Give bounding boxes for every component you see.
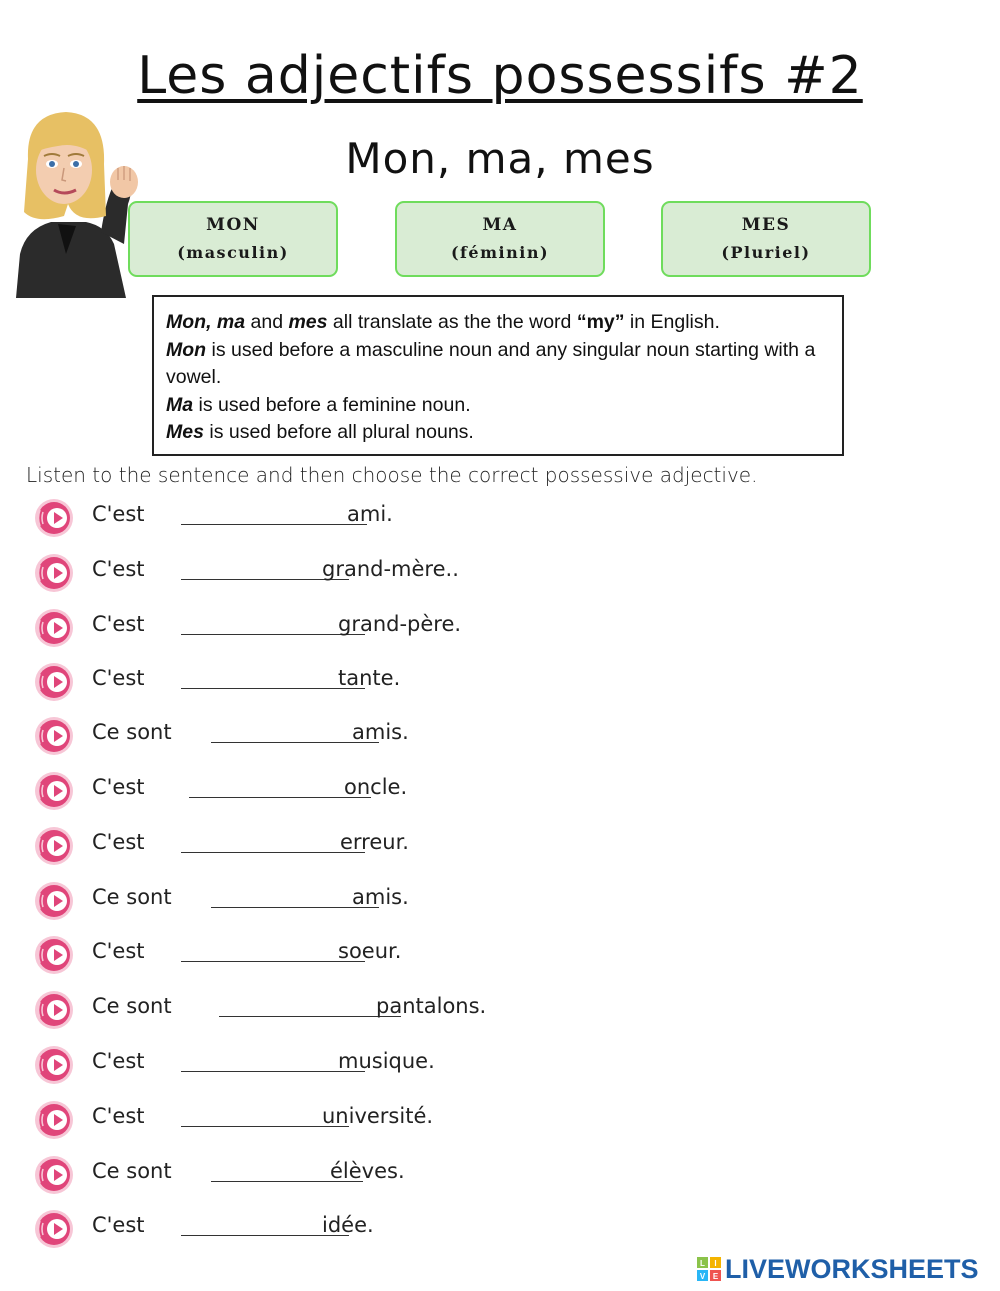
sentence-start: C'est <box>92 502 145 526</box>
exercise-row <box>34 881 634 921</box>
bitmoji-avatar <box>6 104 144 298</box>
answer-blank[interactable] <box>181 852 365 853</box>
exercise-row <box>34 935 634 975</box>
exercise-row <box>34 716 634 756</box>
explanation-box <box>152 295 844 456</box>
svg-text:V: V <box>699 1272 706 1281</box>
play-audio-button[interactable] <box>34 935 74 975</box>
sentence-start: C'est <box>92 1104 145 1128</box>
sentence-end: grand-mère.. <box>322 557 459 581</box>
explanation-line: Mon is used before a masculine noun and any singular noun starting with a vowel. <box>166 338 816 388</box>
speaker-play-icon <box>34 716 74 756</box>
speaker-play-icon <box>34 935 74 975</box>
play-audio-button[interactable] <box>34 716 74 756</box>
exercise-row <box>34 553 634 593</box>
exercise-row <box>34 1155 634 1195</box>
play-audio-button[interactable] <box>34 826 74 866</box>
exercise-row <box>34 826 634 866</box>
category-box-pluriel <box>661 201 871 277</box>
sentence-end: grand-père. <box>338 612 462 636</box>
sentence-start: Ce sont <box>92 720 172 744</box>
answer-blank[interactable] <box>219 1016 401 1017</box>
sentence-start: C'est <box>92 830 145 854</box>
sentence-end: pantalons. <box>376 994 487 1018</box>
speaker-play-icon <box>34 881 74 921</box>
sentence-end: ami. <box>347 502 393 526</box>
page-title: Les adjectifs possessifs #2 <box>137 46 863 106</box>
speaker-play-icon <box>34 553 74 593</box>
speaker-play-icon <box>34 1209 74 1249</box>
sentence-end: amis. <box>352 885 409 909</box>
sentence-end: élèves. <box>330 1159 405 1183</box>
liveworksheets-logo <box>697 1254 979 1284</box>
instructions: Listen to the sentence and then choose the correct possessive adjective. <box>26 463 758 487</box>
category-box-feminin <box>395 201 605 277</box>
live-badge-icon <box>697 1257 721 1281</box>
sentence-end: erreur. <box>340 830 409 854</box>
sentence-start: C'est <box>92 1213 145 1237</box>
speaker-play-icon <box>34 498 74 538</box>
play-audio-button[interactable] <box>34 881 74 921</box>
exercise-row <box>34 990 634 1030</box>
sentence-start: C'est <box>92 775 145 799</box>
sentence-end: oncle. <box>344 775 408 799</box>
sentence-start: Ce sont <box>92 1159 172 1183</box>
speaker-play-icon <box>34 1100 74 1140</box>
category-word: MA <box>482 215 518 235</box>
exercise-row <box>34 1209 634 1249</box>
category-box-masculin <box>128 201 338 277</box>
exercise-row <box>34 771 634 811</box>
sentence-start: Ce sont <box>92 994 172 1018</box>
category-label: (masculin) <box>177 243 289 262</box>
explanation-line: Mes is used before all plural nouns. <box>166 421 474 443</box>
exercise-row <box>34 498 634 538</box>
sentence-start: C'est <box>92 666 145 690</box>
speaker-play-icon <box>34 771 74 811</box>
play-audio-button[interactable] <box>34 662 74 702</box>
category-label: (Pluriel) <box>721 243 811 262</box>
page-subtitle: Mon, ma, mes <box>345 134 655 183</box>
sentence-start: Ce sont <box>92 885 172 909</box>
category-label: (féminin) <box>450 243 550 262</box>
sentence-start: C'est <box>92 612 145 636</box>
category-word: MES <box>741 215 791 235</box>
play-audio-button[interactable] <box>34 1155 74 1195</box>
sentence-end: musique. <box>338 1049 435 1073</box>
sentence-start: C'est <box>92 1049 145 1073</box>
play-audio-button[interactable] <box>34 1045 74 1085</box>
play-audio-button[interactable] <box>34 553 74 593</box>
sentence-end: université. <box>322 1104 434 1128</box>
exercise-row <box>34 1045 634 1085</box>
play-audio-button[interactable] <box>34 608 74 648</box>
play-audio-button[interactable] <box>34 498 74 538</box>
svg-text:L: L <box>700 1259 705 1268</box>
exercise-row <box>34 608 634 648</box>
svg-text:I: I <box>714 1259 717 1268</box>
exercise-row <box>34 1100 634 1140</box>
sentence-start: C'est <box>92 939 145 963</box>
logo-text: LIVEWORKSHEETS <box>725 1253 979 1284</box>
category-word: MON <box>206 215 260 235</box>
sentence-end: soeur. <box>338 939 402 963</box>
play-audio-button[interactable] <box>34 771 74 811</box>
play-audio-button[interactable] <box>34 1209 74 1249</box>
speaker-play-icon <box>34 826 74 866</box>
speaker-play-icon <box>34 990 74 1030</box>
speaker-play-icon <box>34 662 74 702</box>
sentence-end: amis. <box>352 720 409 744</box>
sentence-end: tante. <box>338 666 401 690</box>
play-audio-button[interactable] <box>34 990 74 1030</box>
answer-blank[interactable] <box>181 524 367 525</box>
explanation-line: Ma is used before a feminine noun. <box>166 393 471 416</box>
sentence-end: idée. <box>322 1213 374 1237</box>
play-audio-button[interactable] <box>34 1100 74 1140</box>
speaker-play-icon <box>34 1045 74 1085</box>
explanation-line: Mon, ma and mes all translate as the the word “my” in English. <box>166 311 720 333</box>
speaker-play-icon <box>34 608 74 648</box>
speaker-play-icon <box>34 1155 74 1195</box>
sentence-start: C'est <box>92 557 145 581</box>
exercise-row <box>34 662 634 702</box>
svg-text:E: E <box>712 1272 719 1281</box>
